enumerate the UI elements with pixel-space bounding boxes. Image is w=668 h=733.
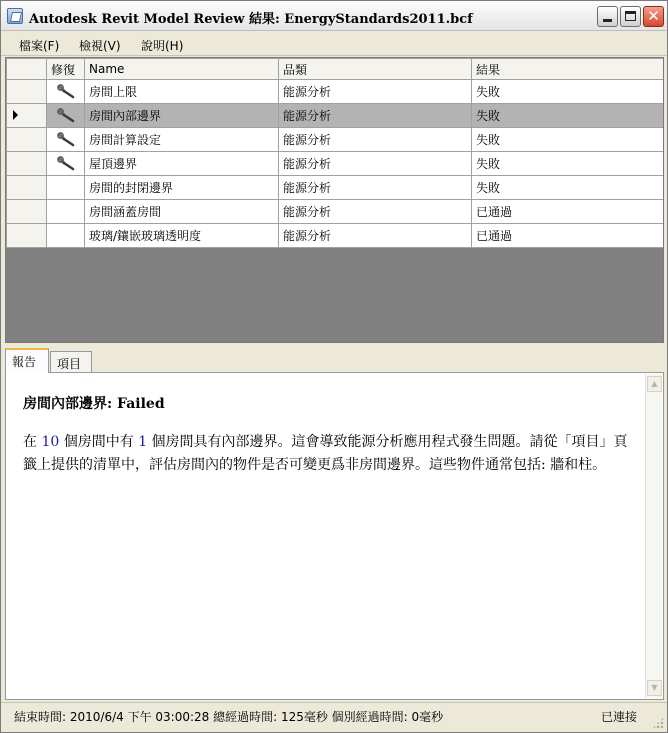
row-selector[interactable] [7,80,47,104]
fix-cell[interactable] [47,80,85,104]
row-selector[interactable] [7,176,47,200]
row-selector[interactable] [7,104,47,128]
fix-cell[interactable] [47,224,85,248]
name-cell[interactable]: 房間涵蓋房間 [85,200,279,224]
row-selector[interactable] [7,224,47,248]
column-header-name[interactable]: Name [85,59,279,80]
column-header-result[interactable]: 結果 [472,59,664,80]
menu-bar [1,32,667,56]
fix-cell[interactable] [47,176,85,200]
fix-cell[interactable] [47,200,85,224]
window-title: Autodesk Revit Model Review 結果: EnergyStandards2011.bcf [29,12,473,27]
maximize-icon [625,11,636,21]
tab-report[interactable]: 報告 [5,348,49,373]
report-title-name: 房間內部邊界 [23,396,107,412]
chevron-down-icon: ▼ [651,683,658,692]
title-bar[interactable] [1,1,667,31]
result-cell[interactable]: 失敗 [472,128,664,152]
wrench-icon[interactable] [57,132,77,148]
close-icon: ✕ [647,7,660,25]
name-cell[interactable]: 房間的封閉邊界 [85,176,279,200]
close-button[interactable] [643,6,664,27]
row-selector[interactable] [7,152,47,176]
wrench-icon[interactable] [57,156,77,172]
report-body-part1: 在 [23,434,42,450]
row-selector[interactable] [7,200,47,224]
category-cell[interactable]: 能源分析 [279,176,472,200]
name-cell[interactable]: 房間上限 [85,80,279,104]
results-grid[interactable] [5,57,664,343]
wrench-icon[interactable] [57,84,77,100]
result-cell[interactable]: 失敗 [472,176,664,200]
fix-cell[interactable] [47,128,85,152]
results-table [6,58,664,248]
report-body-part2: 個房間中有 [59,434,139,450]
menu-file[interactable]: 檔案(F) [19,39,60,53]
table-row[interactable] [7,104,664,128]
fix-cell[interactable] [47,152,85,176]
tab-items[interactable]: 項目 [50,351,92,373]
category-cell[interactable]: 能源分析 [279,200,472,224]
report-panel [5,372,664,700]
wrench-icon[interactable] [57,108,77,124]
menu-view[interactable]: 檢視(V) [79,39,121,53]
result-cell[interactable]: 失敗 [472,152,664,176]
result-cell[interactable]: 失敗 [472,80,664,104]
grid-body [7,80,664,248]
fix-cell[interactable] [47,104,85,128]
report-scrollbar[interactable] [645,374,662,698]
header-row [7,59,664,80]
current-row-arrow-icon [13,110,18,120]
scroll-up-button[interactable] [647,376,662,392]
category-cell[interactable]: 能源分析 [279,152,472,176]
category-cell[interactable]: 能源分析 [279,224,472,248]
maximize-button[interactable] [620,6,641,27]
table-row[interactable] [7,224,664,248]
scroll-down-button[interactable] [647,680,662,696]
name-cell[interactable]: 玻璃/鑲嵌玻璃透明度 [85,224,279,248]
app-icon [7,8,23,24]
name-cell[interactable]: 房間計算設定 [85,128,279,152]
result-cell[interactable]: 已通過 [472,200,664,224]
row-header-corner[interactable] [7,59,47,80]
table-row[interactable] [7,176,664,200]
status-bar [1,702,667,732]
column-header-fix[interactable]: 修復 [47,59,85,80]
report-title [23,393,165,413]
result-cell[interactable]: 失敗 [472,104,664,128]
chevron-up-icon: ▲ [651,379,658,388]
name-cell[interactable]: 屋頂邊界 [85,152,279,176]
minimize-icon [603,19,612,22]
category-cell[interactable]: 能源分析 [279,128,472,152]
connection-status: 已連接 [600,710,637,724]
row-selector[interactable] [7,128,47,152]
table-row[interactable] [7,152,664,176]
menu-help[interactable]: 說明(H) [141,39,184,53]
table-row[interactable] [7,80,664,104]
room-count-total: 10 [41,434,60,450]
status-timing: 結束時間: 2010/6/4 下午 03:00:28 總經過時間: 125毫秒 個別經過時間: 0毫秒 [14,710,444,724]
room-count-failed: 1 [138,434,148,450]
report-title-status: : Failed [107,396,165,412]
table-row[interactable] [7,200,664,224]
tab-strip [5,348,664,372]
report-body-part3: 個房間具有內部邊界。這會導致能源分析應用程式發生問題。請從「項目」頁籤上提供的清單中，評估房間內的物件是否可變更爲非房間邊界。這些物件通常包括: 牆和柱。 [23,434,628,473]
result-cell[interactable]: 已通過 [472,224,664,248]
category-cell[interactable]: 能源分析 [279,80,472,104]
minimize-button[interactable] [597,6,618,27]
name-cell[interactable]: 房間內部邊界 [85,104,279,128]
resize-grip[interactable] [652,717,664,729]
table-row[interactable] [7,128,664,152]
report-body [23,431,631,477]
category-cell[interactable]: 能源分析 [279,104,472,128]
column-header-category[interactable]: 品類 [279,59,472,80]
